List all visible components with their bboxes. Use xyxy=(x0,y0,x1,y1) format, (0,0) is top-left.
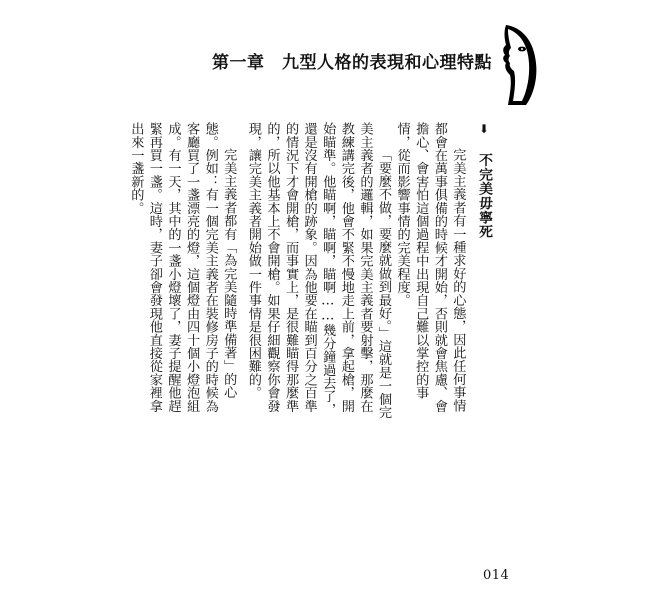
paragraph-1: 完美主義者有一種求好的心態，因此任何事情都會在萬事俱備的時候才開始，否則就會焦慮、會擔心、會害怕這個過程中出現自己難以掌控的事情，從而影響事情的完美程度。 xyxy=(394,122,466,413)
arrow-down-icon: ⬇ xyxy=(477,122,491,137)
section-heading-text: 不完美毋寧死 xyxy=(476,153,492,239)
face-profile-icon xyxy=(500,23,540,107)
paragraph-3: 完美主義者都有「為完美隨時準備著」的心態。例如：有一個完美主義者在裝修房子的時候為客廳買了一盞漂亮的燈，這個燈由四十個小燈泡組成。有一天，其中的一盞小燈壞了，妻子提醒他趕緊再買一盞。這時，妻子卻會發現他直接從家裡拿出來一盞新的。 xyxy=(128,122,237,413)
chapter-title: 第一章 九型人格的表現和心理特點 xyxy=(212,53,492,73)
page-number: 014 xyxy=(483,568,510,583)
vertical-text-body xyxy=(128,122,493,422)
paragraph-2: 「要麼不做，要麼就做到最好。」這就是一個完美主義者的邏輯，如果完美主義者要射擊，那麼在教練講完後，他會不緊不慢地走上前，拿起槍，開始瞄準。他瞄啊，瞄啊，瞄啊……幾分鐘過去了，還是沒有開槍的跡象。因為他要在瞄到百分之百準的情況下才會開槍，而事實上，是很難瞄得那麼準的，所以他基本上不會開槍。如果仔細觀察你會發現，讓完美主義者開始做一件事情是很困難的。 xyxy=(245,122,392,419)
section-heading xyxy=(474,122,493,422)
